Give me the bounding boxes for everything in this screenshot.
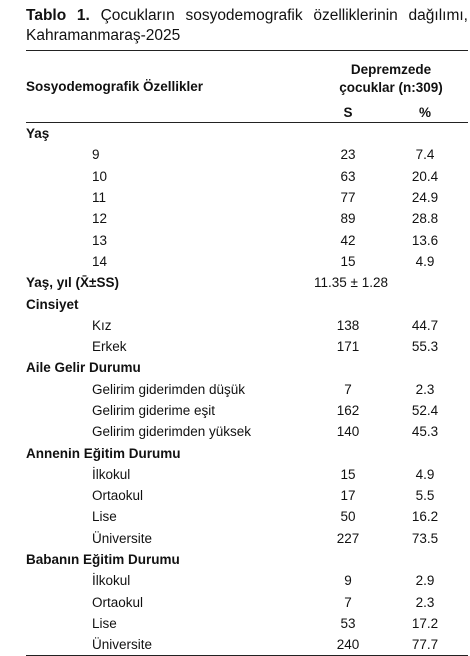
count-cell: 171 <box>336 339 360 355</box>
table-row <box>26 506 468 527</box>
percent-cell: 7.4 <box>415 147 435 163</box>
row-label: 9 <box>92 147 100 163</box>
percent-cell: 73.5 <box>411 530 439 546</box>
category-row <box>26 123 468 145</box>
percent-cell: 44.7 <box>411 317 439 333</box>
row-label: 14 <box>92 253 108 269</box>
table-row <box>26 613 468 634</box>
table-row <box>26 166 468 187</box>
table-row <box>26 592 468 613</box>
percent-cell: 24.9 <box>411 190 439 206</box>
percent-cell: 17.2 <box>411 615 439 631</box>
category-row <box>26 293 468 314</box>
count-cell: 138 <box>336 317 360 333</box>
percent-cell: 4.9 <box>415 466 435 482</box>
table-row <box>26 208 468 229</box>
row-label: Kız <box>92 317 112 333</box>
percent-cell: 77.7 <box>382 634 468 656</box>
table-row <box>26 570 468 591</box>
count-cell: 42 <box>340 232 356 248</box>
count-cell: 15 <box>340 253 356 269</box>
row-label: Erkek <box>92 339 127 355</box>
count-cell: 50 <box>340 509 356 525</box>
empty-cell <box>314 293 468 314</box>
row-label: İlkokul <box>92 573 131 589</box>
row-label: Yaş, yıl (X̄±SS) <box>26 275 119 291</box>
empty-cell <box>314 357 468 378</box>
category-label: Yaş <box>26 126 50 142</box>
category-label: Aile Gelir Durumu <box>26 360 141 376</box>
category-label: Babanın Eğitim Durumu <box>26 552 180 568</box>
row-label: Lise <box>92 509 117 525</box>
row-label: Ortaokul <box>92 594 144 610</box>
count-cell: 162 <box>336 403 360 418</box>
col-pct-header: % <box>382 103 468 123</box>
count-cell: 9 <box>344 573 352 589</box>
percent-cell: 4.9 <box>415 253 435 269</box>
percent-cell: 2.3 <box>415 594 435 610</box>
table-row <box>26 528 468 549</box>
count-cell: 53 <box>340 615 356 631</box>
category-row <box>26 357 468 378</box>
count-cell: 240 <box>314 634 382 656</box>
row-label: 11 <box>92 190 107 206</box>
table-row <box>26 634 468 656</box>
caption-text: Çocukların sosyodemografik özelliklerinin dağılımı, Kahramanmaraş-2025 <box>26 7 468 44</box>
table-row <box>26 336 468 357</box>
count-cell: 7 <box>344 594 352 610</box>
row-label: 10 <box>92 168 108 184</box>
percent-cell: 55.3 <box>411 339 439 355</box>
percent-cell: 13.6 <box>411 232 439 248</box>
category-label: Cinsiyet <box>26 296 79 312</box>
table-row <box>26 464 468 485</box>
count-cell: 89 <box>340 211 356 227</box>
sociodemographic-table <box>26 50 468 656</box>
col-s-header: S <box>314 103 382 123</box>
count-cell: 23 <box>340 147 356 163</box>
count-cell: 227 <box>336 530 360 546</box>
row-label: Gelirim giderimden düşük <box>92 381 246 397</box>
row-label: 12 <box>92 211 108 227</box>
empty-cell <box>314 549 468 570</box>
percent-cell: 52.4 <box>411 403 439 418</box>
header-row <box>26 51 468 104</box>
table-row <box>26 379 468 400</box>
table-caption <box>26 6 468 46</box>
category-row <box>26 442 468 463</box>
count-cell: 140 <box>336 424 360 440</box>
row-label: Üniversite <box>92 530 153 546</box>
percent-cell: 28.8 <box>411 211 439 227</box>
table-row <box>26 421 468 442</box>
row-label: Gelirim giderimden yüksek <box>92 424 252 440</box>
row-label: 13 <box>92 232 108 248</box>
count-cell: 15 <box>340 466 356 482</box>
table-body <box>26 51 468 656</box>
table-row <box>26 229 468 250</box>
caption-label: Tablo 1. <box>26 7 90 24</box>
percent-cell: 2.9 <box>415 573 435 589</box>
empty-cell <box>314 442 468 463</box>
group-header-line2: çocuklar (n:309) <box>339 80 443 95</box>
row-label: Lise <box>92 615 117 631</box>
count-cell: 7 <box>344 381 352 397</box>
row-label: Ortaokul <box>92 488 144 504</box>
column-title: Sosyodemografik Özellikler <box>26 51 314 123</box>
row-label: Gelirim giderime eşit <box>92 403 216 418</box>
empty-cell <box>314 123 468 145</box>
summary-value: 11.35 ± 1.28 <box>314 275 388 291</box>
table-row <box>26 315 468 336</box>
row-label: Üniversite <box>26 634 314 656</box>
group-header <box>314 51 468 104</box>
table-row <box>26 400 468 421</box>
category-label: Annenin Eğitim Durumu <box>26 445 181 461</box>
count-cell: 63 <box>340 168 356 184</box>
table-row <box>26 251 468 272</box>
percent-cell: 2.3 <box>415 381 435 397</box>
percent-cell: 20.4 <box>411 168 439 184</box>
percent-cell: 5.5 <box>415 488 435 504</box>
summary-row <box>26 272 468 293</box>
count-cell: 77 <box>340 190 356 206</box>
count-cell: 17 <box>340 488 356 504</box>
table-row <box>26 187 468 208</box>
percent-cell: 45.3 <box>411 424 439 440</box>
percent-cell: 16.2 <box>411 509 439 525</box>
row-label: İlkokul <box>92 466 131 482</box>
group-header-line1: Depremzede <box>350 62 432 77</box>
table-row <box>26 485 468 506</box>
table-row <box>26 144 468 165</box>
category-row <box>26 549 468 570</box>
